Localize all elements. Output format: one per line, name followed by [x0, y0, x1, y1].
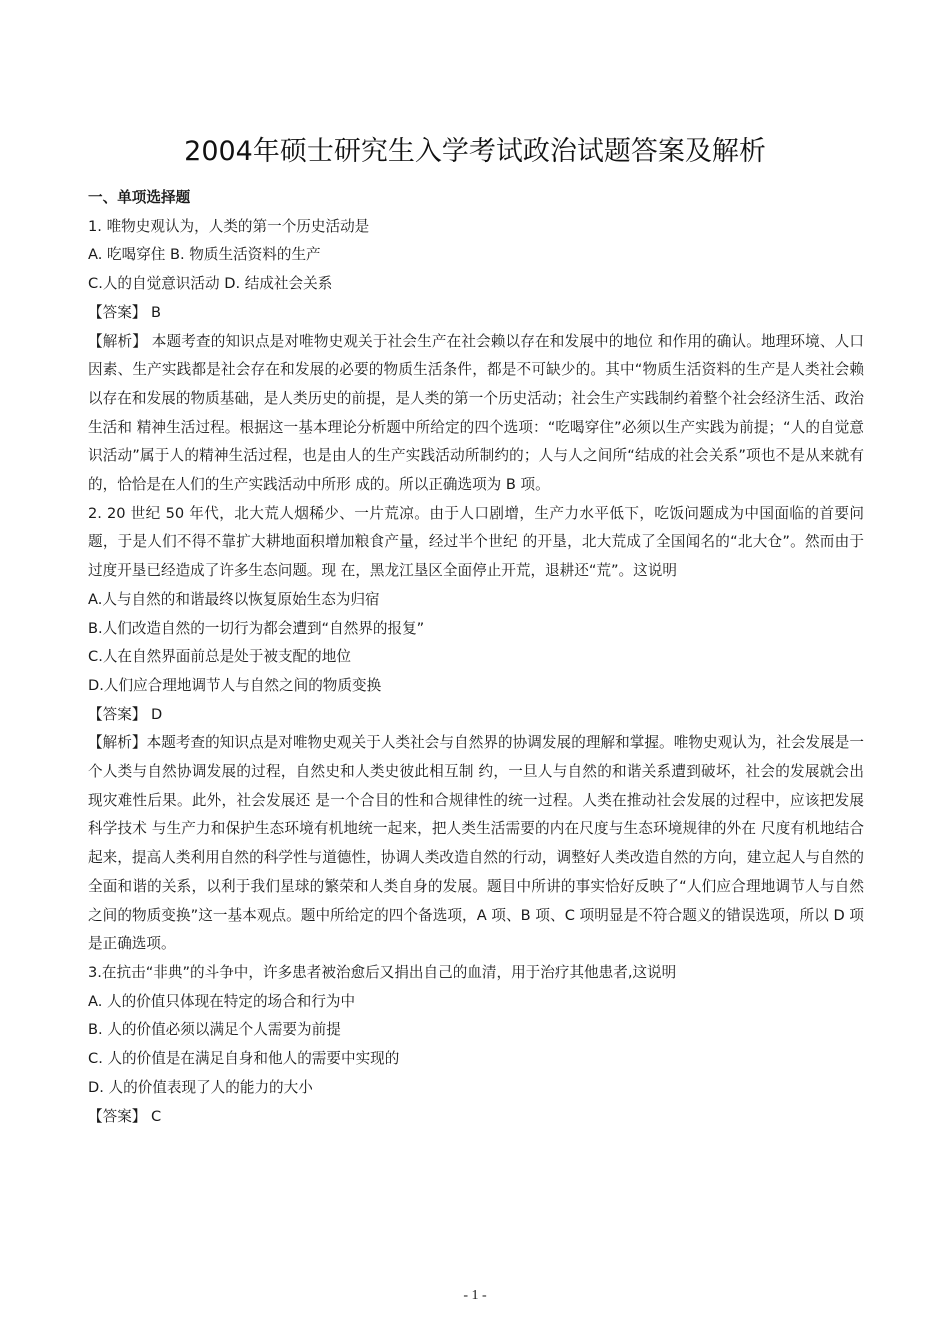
question-option: A. 吃喝穿住 B. 物质生活资料的生产 [88, 246, 321, 264]
section-heading: 一、单项选择题 [88, 189, 191, 206]
question-answer: 【答案】 D [88, 705, 163, 723]
question-option: C. 人的价值是在满足自身和他人的需要中实现的 [88, 1050, 400, 1068]
question-2 [88, 500, 864, 959]
page-number: - 1 - [463, 1288, 487, 1303]
question-stem: 3.在抗击“非典”的斗争中，许多患者被治愈后又捐出自己的血清，用于治疗其他患者,这说明 [88, 963, 677, 981]
question-answer: 【答案】 C [88, 1107, 162, 1125]
question-option: B.人们改造自然的一切行为都会遭到“自然界的报复” [88, 619, 425, 637]
question-option: C.人在自然界面前总是处于被支配的地位 [88, 648, 351, 666]
question-option: B. 人的价值必须以满足个人需要为前提 [88, 1021, 341, 1039]
question-option: D. 人的价值表现了人的能力的大小 [88, 1078, 313, 1096]
question-analysis: 【解析】 本题考查的知识点是对唯物史观关于社会生产在社会赖以存在和发展中的地位 和作用的确认。地理环境、人口因素、生产实践都是社会存在和发展的必要的物质生活条件，都是不可缺少的。其中“物质生活资料的生产是人类社会赖以存在和发展的物质基础，是人类历史的前提，是人类的第一个历史活动；社会生产实践制约着整个社会经济生活、政治生活和 精神生活过程。根据这一基本理论分析题中所给定的四个选项：“吃喝穿住”必须以生产实践为前提；“人的自觉意识活动”属于人的精神生活过程，也是由人的生产实践活动所制约的；人与人之间所“结成的社会关系”项也不是从来就有的，恰恰是在人们的生产实践活动中所形 成的。所以正确选项为 B 项。 [88, 332, 864, 494]
question-option: A. 人的价值只体现在特定的场合和行为中 [88, 992, 356, 1010]
question-answer: 【答案】 B [88, 303, 162, 321]
question-option: C.人的自觉意识活动 D. 结成社会关系 [88, 275, 333, 293]
question-option: D.人们应合理地调节人与自然之间的物质变换 [88, 676, 382, 694]
question-option: A.人与自然的和谐最终以恢复原始生态为归宿 [88, 590, 380, 608]
question-3 [88, 959, 864, 1131]
question-stem: 1. 唯物史观认为，人类的第一个历史活动是 [88, 217, 370, 235]
document-title: 2004年硕士研究生入学考试政治试题答案及解析 [184, 136, 766, 167]
document-body [88, 184, 864, 1131]
question-1 [88, 213, 864, 500]
question-analysis: 【解析】本题考查的知识点是对唯物史观关于人类社会与自然界的协调发展的理解和掌握。唯物史观认为，社会发展是一个人类与自然协调发展的过程，自然史和人类史彼此相互制 约，一旦人与自然的和谐关系遭到破坏，社会的发展就会出现灾难性后果。此外，社会发展还 是一个合目的性和合规律性的统一过程。人类在推动社会发展的过程中，应该把发展科学技术 与生产力和保护生态环境有机地统一起来，把人类生活需要的内在尺度与生态环境规律的外在 尺度有机地结合起来，提高人类利用自然的科学性与道德性，协调人类改造自然的行动，调整好人类改造自然的方向，建立起人与自然的全面和谐的关系，以利于我们星球的繁荣和人类自身的发展。题目中所讲的事实恰好反映了“人们应合理地调节人与自然之间的物质变换”这一基本观点。题中所给定的四个备选项，A 项、B 项、C 项明显是不符合题义的错误选项，所以 D 项是正确选项。 [88, 734, 864, 953]
question-stem: 2. 20 世纪 50 年代，北大荒人烟稀少、一片荒凉。由于人口剧增，生产力水平低下，吃饭问题成为中国面临的首要问题，于是人们不得不靠扩大耕地面积增加粮食产量，经过半个世纪 的开垦，北大荒成了全国闻名的“北大仓”。然而由于过度开垦已经造成了许多生态问题。现 在，黑龙江垦区全面停止开荒，退耕还“荒”。这说明 [88, 504, 864, 580]
